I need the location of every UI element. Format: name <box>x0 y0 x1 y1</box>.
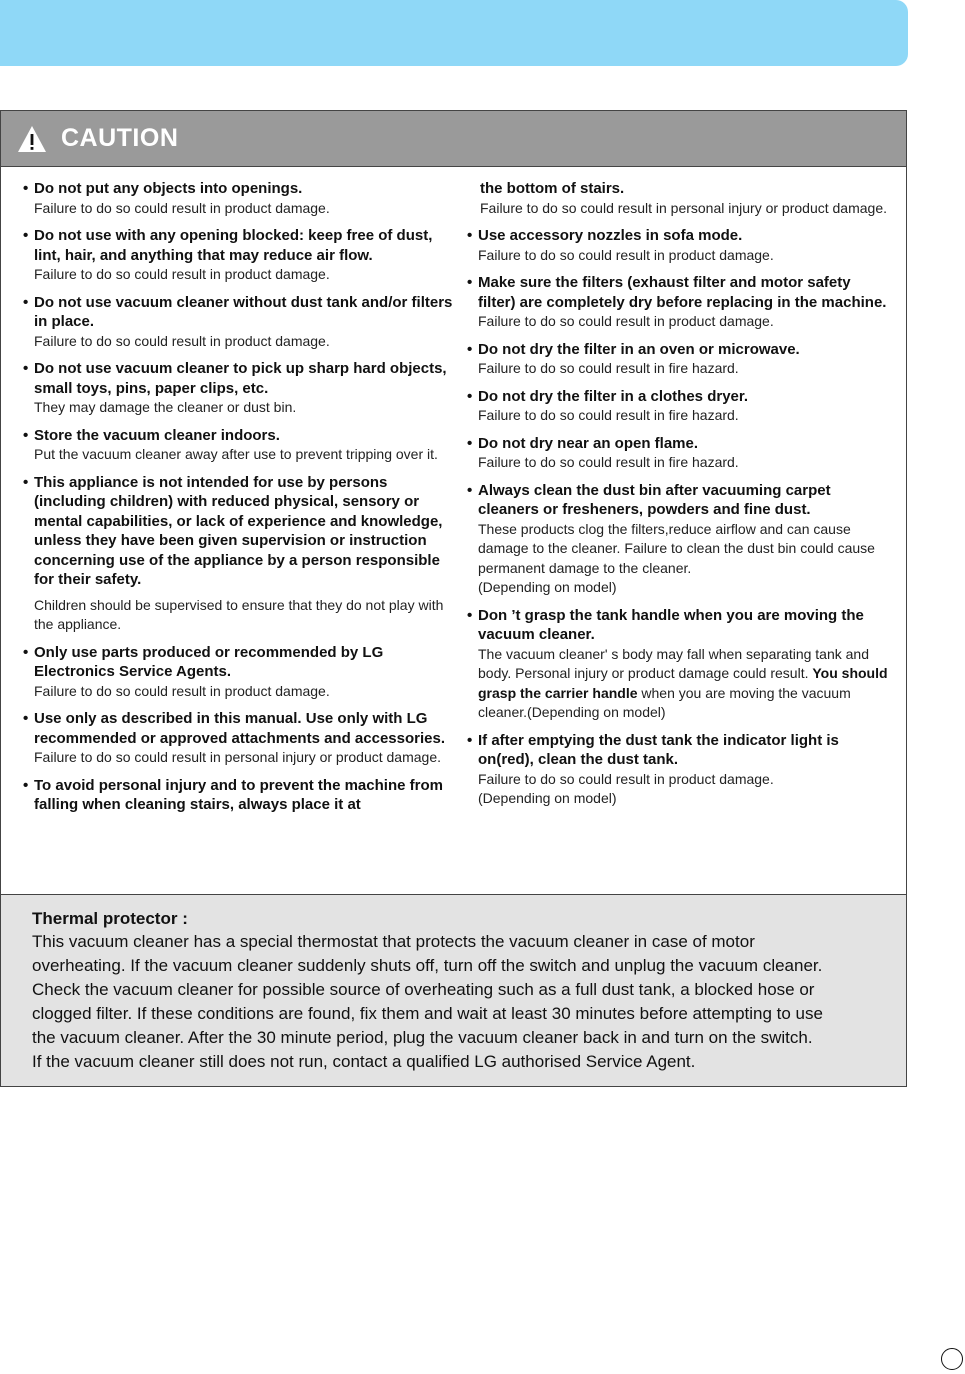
list-item: • To avoid personal injury and to prevent the machine from falling when cleaning stairs, always place it at <box>23 776 453 815</box>
list-item: • Use accessory nozzles in sofa mode. Failure to do so could result in product damage. <box>467 226 892 265</box>
item-body: Put the vacuum cleaner away after use to prevent tripping over it. <box>34 446 438 462</box>
page-number-circle <box>941 1348 963 1370</box>
item-note: (Depending on model) <box>478 579 617 595</box>
list-item: • Store the vacuum cleaner indoors. Put the vacuum cleaner away after use to prevent tripping over it. <box>23 426 453 465</box>
left-column <box>23 179 453 823</box>
list-item: • Do not dry near an open flame. Failure to do so could result in fire hazard. <box>467 434 892 473</box>
list-item: • Do not dry the filter in a clothes dryer. Failure to do so could result in fire hazard. <box>467 387 892 426</box>
item-title: Do not use vacuum cleaner without dust tank and/or filters in place. <box>34 293 453 330</box>
item-body: Failure to do so could result in fire hazard. <box>478 407 739 423</box>
item-note: (Depending on model) <box>478 790 617 806</box>
caution-columns <box>1 167 906 894</box>
thermal-line: clogged filter. If these conditions are found, fix them and wait at least 30 minutes before attempting to use <box>32 1004 823 1023</box>
item-body: Failure to do so could result in product damage. <box>34 199 330 216</box>
item-title: Do not use with any opening blocked: keep free of dust, lint, hair, and anything that may reduce air flow. <box>34 227 433 264</box>
caution-header <box>1 111 906 167</box>
item-title: If after emptying the dust tank the indicator light is on(red), clean the dust tank. <box>478 731 839 768</box>
item-body: Failure to do so could result in product damage. <box>478 246 774 263</box>
item-body-text: The vacuum cleaner' s body may fall when separating tank and body. Personal injury or product damage could result. <box>478 645 870 681</box>
list-item: • Don ’t grasp the tank handle when you are moving the vacuum cleaner. The vacuum cleaner' s body may fall when separating tank and body. Personal injury or product damage could result. You should grasp the carrier handle when you are moving the vacuum cleaner.(Depending on model) <box>467 606 892 723</box>
item-title: Only use parts produced or recommended by LG Electronics Service Agents. <box>34 643 384 680</box>
list-item: • Do not dry the filter in an oven or microwave. Failure to do so could result in fire hazard. <box>467 340 892 379</box>
warning-triangle-icon <box>17 125 47 153</box>
item-body: Failure to do so could result in product damage. <box>478 770 774 787</box>
item-title: Store the vacuum cleaner indoors. <box>34 426 280 444</box>
item-body: Failure to do so could result in personal injury or product damage. <box>34 749 441 765</box>
item-body: They may damage the cleaner or dust bin. <box>34 399 297 415</box>
thermal-line: overheating. If the vacuum cleaner suddenly shuts off, turn off the switch and unplug the vacuum cleaner. <box>32 956 823 975</box>
list-item: • Use only as described in this manual. Use only with LG recommended or approved attachments and accessories. Failure to do so could result in personal injury or product damage. <box>23 709 453 768</box>
item-title: Use only as described in this manual. Use only with LG recommended or approved attachments and accessories. <box>34 710 445 747</box>
item-body: Failure to do so could result in fire hazard. <box>478 360 739 376</box>
header-color-bar <box>0 0 908 66</box>
item-title: Always clean the dust bin after vacuuming carpet cleaners or fresheners, powders and fine dust. <box>478 481 831 518</box>
item-body <box>478 645 892 723</box>
list-item: • Always clean the dust bin after vacuuming carpet cleaners or fresheners, powders and fine dust. These products clog the filters,reduce airflow and can cause damage to the cleaner. Failure to clean the dust bin could cause permanent damage to the cleaner. (Depending on model) <box>467 481 892 598</box>
item-title: To avoid personal injury and to prevent the machine from falling when cleaning stairs, always place it at <box>34 776 443 813</box>
item-title: Do not put any objects into openings. <box>34 180 303 197</box>
item-title: Do not dry the filter in an oven or microwave. <box>478 340 800 358</box>
list-item: • This appliance is not intended for use by persons (including children) with reduced physical, sensory or mental capabilities, or lack of experience and knowledge, unless they have been given supervision or instruction concerning use of the appliance by a person responsible for their safety. Children should be supervised to ensure that they do not play with the appliance. <box>23 473 453 635</box>
item-body-after: when you are moving the vacuum cleaner.(Depending on model) <box>478 684 851 720</box>
list-item: • Do not put any objects into openings. Failure to do so could result in product damage. <box>23 179 453 218</box>
item-body-strong: You should grasp the carrier handle <box>478 665 888 701</box>
list-item: • Do not use vacuum cleaner without dust tank and/or filters in place. Failure to do so could result in product damage. <box>23 293 453 352</box>
thermal-line: If the vacuum cleaner still does not run, contact a qualified LG authorised Service Agent. <box>32 1052 696 1071</box>
item-body: Failure to do so could result in fire hazard. <box>478 454 739 470</box>
item-title: Do not dry near an open flame. <box>478 434 699 452</box>
item-body: Failure to do so could result in product damage. <box>34 266 330 282</box>
thermal-line: the vacuum cleaner. After the 30 minute period, plug the vacuum cleaner back in and turn on the switch. <box>32 1028 813 1047</box>
item-body: These products clog the filters,reduce airflow and can cause damage to the cleaner. Failure to clean the dust bin could cause permanent damage to the cleaner. <box>478 520 875 576</box>
caution-panel <box>0 110 907 1087</box>
item-title: Don ’t grasp the tank handle when you are moving the vacuum cleaner. <box>478 606 864 643</box>
item-title: Do not use vacuum cleaner to pick up sharp hard objects, small toys, pins, paper clips, etc. <box>34 360 447 397</box>
item-body: Failure to do so could result in product damage. <box>34 332 330 349</box>
list-item: • Do not use with any opening blocked: keep free of dust, lint, hair, and anything that may reduce air flow. Failure to do so could result in product damage. <box>23 226 453 285</box>
thermal-protector-box <box>1 894 906 1086</box>
caution-title: CAUTION <box>61 124 179 152</box>
item-title: This appliance is not intended for use by persons (including children) with reduced physical, sensory or mental capabilities, or lack of experience and knowledge, unless they have been given supervision or instruction concerning use of the appliance by a person responsible for their safety. <box>34 473 443 588</box>
thermal-line: This vacuum cleaner has a special thermostat that protects the vacuum cleaner in case of motor <box>32 932 755 951</box>
thermal-line: Check the vacuum cleaner for possible source of overheating such as a full dust tank, a blocked hose or <box>32 980 815 999</box>
list-item: • If after emptying the dust tank the indicator light is on(red), clean the dust tank. Failure to do so could result in product damage. (Depending on model) <box>467 731 892 809</box>
list-item: • Make sure the filters (exhaust filter and motor safety filter) are completely dry before replacing in the machine. Failure to do so could result in product damage. <box>467 273 892 332</box>
list-item: • Only use parts produced or recommended by LG Electronics Service Agents. Failure to do so could result in product damage. <box>23 643 453 702</box>
thermal-title: Thermal protector : <box>32 909 188 928</box>
list-item: • Do not use vacuum cleaner to pick up sharp hard objects, small toys, pins, paper clips, etc. They may damage the cleaner or dust bin. <box>23 359 453 418</box>
item-body: Failure to do so could result in personal injury or product damage. <box>480 199 887 216</box>
list-item-continuation <box>467 179 892 218</box>
item-title: Make sure the filters (exhaust filter and motor safety filter) are completely dry before replacing in the machine. <box>478 274 887 311</box>
item-title: the bottom of stairs. <box>480 180 625 197</box>
item-body: Failure to do so could result in product damage. <box>34 682 330 699</box>
item-title: Do not dry the filter in a clothes dryer. <box>478 387 749 405</box>
item-title: Use accessory nozzles in sofa mode. <box>478 227 743 244</box>
item-body: Failure to do so could result in product damage. <box>478 313 774 329</box>
item-body: Children should be supervised to ensure that they do not play with the appliance. <box>34 596 444 632</box>
right-column <box>467 179 892 817</box>
